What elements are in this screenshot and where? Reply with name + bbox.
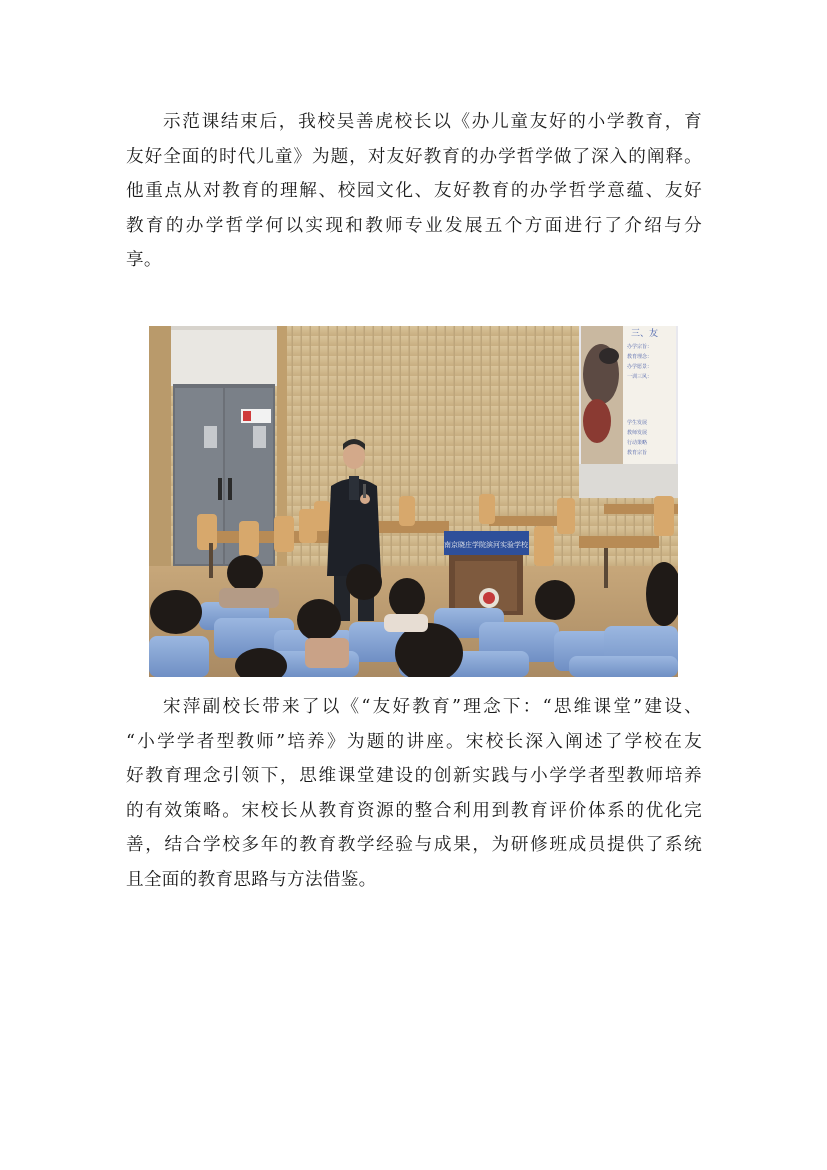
text-line: 享。 bbox=[126, 250, 162, 271]
slide-line: 学生发展 bbox=[627, 420, 648, 426]
slide-line: 行动策略 bbox=[627, 440, 648, 446]
paragraph-second-lecture bbox=[126, 690, 702, 898]
text-line: 且全面的教育思路与方法借鉴。 bbox=[126, 869, 377, 890]
slide-line: 办学宗旨： bbox=[627, 344, 653, 350]
slide-line: 教育理念： bbox=[627, 354, 653, 360]
slide-line: 办学愿景： bbox=[627, 364, 653, 370]
text-line: 他重点从对教育的理解、校园文化、友好教育的办学哲学意蕴、友好 bbox=[126, 181, 702, 202]
text-line: “小学学者型教师”培养》为题的讲座。宋校长深入阐述了学校在友 bbox=[126, 731, 702, 752]
text-line: 的有效策略。宋校长从教育资源的整合利用到教育评价体系的优化完 bbox=[126, 800, 702, 821]
text-line: 教育的办学哲学何以实现和教师专业发展五个方面进行了介绍与分 bbox=[126, 215, 702, 236]
text-line: 善，结合学校多年的教育教学经验与成果，为研修班成员提供了系统 bbox=[126, 835, 702, 856]
text-line: 好教育理念引领下，思维课堂建设的创新实践与小学学者型教师培养 bbox=[126, 766, 702, 787]
slide-line: 教师发展 bbox=[627, 430, 648, 436]
paragraph-lecture-intro bbox=[126, 105, 702, 278]
podium-sign: 南京晓庄学院滨河实验学校 bbox=[444, 541, 528, 549]
lecture-photo bbox=[149, 326, 678, 677]
slide-line: 一训三风： bbox=[627, 374, 653, 380]
text-line: 示范课结束后，我校吴善虎校长以《办儿童友好的小学教育，育 bbox=[163, 112, 702, 132]
text-line: 宋萍副校长带来了以《“友好教育”理念下：“思维课堂”建设、 bbox=[163, 697, 702, 717]
text-line: 友好全面的时代儿童》为题，对友好教育的办学哲学做了深入的阐释。 bbox=[126, 146, 702, 167]
slide-heading: 三、友 bbox=[631, 329, 659, 339]
slide-line: 教育宗旨 bbox=[627, 450, 648, 456]
